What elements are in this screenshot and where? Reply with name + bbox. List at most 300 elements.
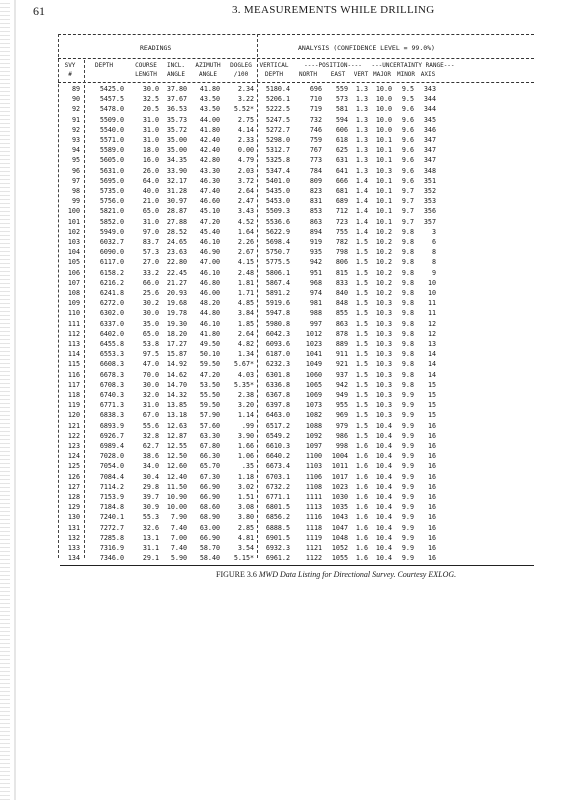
page-number: 61 [33,4,45,18]
cell-depth: 6090.0 [99,248,124,257]
cell-major: 10.4 [375,493,392,501]
cell-minor: 9.7 [401,197,414,206]
cell-svy: 123 [67,442,80,450]
cell-tvd: 5806.1 [265,268,290,277]
cell-axis: 344 [423,105,436,114]
cell-east: 986 [335,431,348,440]
cell-east: 878 [335,329,348,338]
cell-north: 863 [309,217,322,226]
cell-minor: 9.8 [401,278,414,287]
cell-incl: 21.27 [166,278,187,287]
cell-course: 29.1 [142,554,159,563]
cell-course: 97.5 [142,350,159,359]
cell-tvd: 6901.5 [265,533,290,542]
cell-tvd: 5891.2 [265,289,290,297]
table-row [58,125,534,135]
cell-minor: 9.9 [401,462,414,471]
cell-azimuth: 46.10 [199,319,220,328]
cell-major: 10.1 [375,207,392,216]
cell-vert: 1.5 [355,350,368,359]
cell-minor: 9.9 [401,533,414,542]
cell-vert: 1.4 [355,207,368,216]
table-row [58,329,534,339]
cell-minor: 9.6 [401,166,414,175]
cell-depth: 6708.3 [99,380,124,389]
cell-tvd: 6932.3 [265,544,290,552]
cell-north: 1108 [305,482,322,491]
cell-north: 1103 [305,462,322,471]
cell-dogleg: 5.67* [233,360,254,369]
cell-axis: 15 [427,411,436,420]
cell-azimuth: 46.80 [199,278,220,287]
table-row [58,543,534,553]
cell-incl: 24.65 [166,238,187,246]
cell-east: 806 [335,258,348,267]
cell-axis: 12 [427,319,436,328]
figure-label: FIGURE 3.6 [216,570,257,579]
cell-vert: 1.3 [355,105,368,114]
cell-incl: 13.85 [166,401,187,410]
cell-incl: 33.90 [166,166,187,175]
cell-axis: 14 [427,350,436,359]
cell-major: 10.2 [375,258,392,267]
cell-course: 30.4 [142,472,159,481]
cell-vert: 1.5 [355,391,368,399]
cell-east: 833 [335,278,348,287]
cell-minor: 9.8 [401,329,414,338]
cell-azimuth: 42.40 [199,136,220,144]
cell-azimuth: 42.80 [199,156,220,165]
cell-major: 10.3 [375,299,392,308]
cell-svy: 113 [67,340,80,348]
cell-depth: 6402.0 [99,329,124,338]
table-row [58,421,534,431]
cell-minor: 9.9 [401,421,414,430]
cell-vert: 1.6 [355,513,368,522]
cell-minor: 9.9 [401,554,414,563]
cell-dogleg: 1.34 [237,350,254,359]
cell-dogleg: 3.72 [237,176,254,185]
cell-depth: 7084.4 [99,472,124,481]
cell-major: 10.3 [375,391,392,399]
cell-tvd: 6336.8 [265,380,290,389]
cell-north: 809 [309,176,322,185]
cell-tvd: 5919.6 [265,299,290,308]
cell-east: 1047 [331,523,348,532]
cell-dogleg: 2.26 [237,238,254,246]
cell-depth: 6302.0 [99,309,124,318]
cell-course: 32.5 [142,95,159,104]
column-header-rule [58,82,534,83]
cell-east: 641 [335,166,348,175]
cell-incl: 13.18 [166,411,187,420]
cell-dogleg: 2.33 [237,136,254,144]
cell-east: 863 [335,319,348,328]
cell-svy: 116 [67,370,80,379]
column-header-vert-line2: VERT [353,71,369,78]
cell-depth: 7028.0 [99,452,124,461]
cell-axis: 6 [431,238,436,246]
table-row [58,380,534,390]
cell-course: 30.2 [142,299,159,308]
cell-course: 67.0 [142,411,159,420]
cell-course: 30.9 [142,503,159,512]
cell-depth: 5457.5 [99,95,124,104]
table-row [58,431,534,441]
cell-svy: 92 [71,125,80,134]
cell-course: 16.0 [142,156,159,165]
cell-major: 10.4 [375,554,392,563]
cell-dogleg: 5.52* [233,105,254,114]
cell-east: 618 [335,136,348,144]
cell-major: 10.3 [375,166,392,175]
table-row [58,196,534,206]
column-header-svy-line2: # [68,71,72,78]
cell-azimuth: 63.00 [199,523,220,532]
cell-tvd: 6367.8 [265,391,290,399]
cell-minor: 9.9 [401,513,414,522]
cell-axis: 9 [431,268,436,277]
cell-azimuth: 46.10 [199,238,220,246]
cell-axis: 14 [427,360,436,369]
cell-vert: 1.6 [355,493,368,501]
column-header-incl-line1: INCL. [166,62,186,69]
cell-incl: 32.17 [166,176,187,185]
cell-azimuth: 59.50 [199,401,220,410]
table-row [58,237,534,247]
cell-dogleg: 4.81 [237,533,254,542]
cell-svy: 125 [67,462,80,471]
cell-incl: 7.00 [170,533,187,542]
cell-east: 1030 [331,493,348,501]
cell-major: 10.4 [375,503,392,512]
cell-azimuth: 41.80 [199,329,220,338]
cell-tvd: 5622.9 [265,227,290,236]
cell-minor: 9.8 [401,309,414,318]
cell-dogleg: 3.22 [237,95,254,104]
cell-tvd: 6961.2 [265,554,290,563]
table-row [58,359,534,369]
cell-depth: 6838.3 [99,411,124,420]
cell-major: 10.1 [375,146,392,155]
cell-incl: 15.87 [166,350,187,359]
cell-azimuth: 47.20 [199,370,220,379]
cell-east: 625 [335,146,348,155]
table-row [58,135,534,145]
cell-minor: 9.8 [401,319,414,328]
cell-incl: 28.52 [166,227,187,236]
cell-depth: 6216.2 [99,278,124,287]
cell-vert: 1.4 [355,187,368,195]
cell-minor: 9.9 [401,411,414,420]
cell-vert: 1.5 [355,258,368,267]
readings-group-header: READINGS [140,44,172,52]
cell-east: 998 [335,442,348,450]
cell-vert: 1.3 [355,95,368,104]
cell-axis: 8 [431,248,436,257]
cell-depth: 5589.0 [99,146,124,155]
cell-north: 997 [309,319,322,328]
table-row [58,410,534,420]
table-row [58,268,534,278]
cell-azimuth: 46.00 [199,289,220,297]
cell-minor: 9.8 [401,370,414,379]
cell-depth: 6158.2 [99,268,124,277]
cell-incl: 14.92 [166,360,187,369]
cell-course: 55.3 [142,513,159,522]
cell-tvd: 6732.2 [265,482,290,491]
cell-course: 55.6 [142,421,159,430]
cell-north: 919 [309,238,322,246]
cell-minor: 9.9 [401,391,414,399]
cell-vert: 1.6 [355,472,368,481]
cell-course: 31.1 [142,544,159,552]
cell-incl: 7.40 [170,523,187,532]
cell-vert: 1.5 [355,360,368,369]
cell-axis: 8 [431,258,436,267]
cell-axis: 16 [427,544,436,552]
cell-dogleg: 2.48 [237,268,254,277]
cell-major: 10.3 [375,411,392,420]
cell-course: 83.7 [142,238,159,246]
cell-dogleg: 5.15* [233,554,254,563]
cell-major: 10.3 [375,360,392,369]
cell-dogleg: 3.80 [237,513,254,522]
cell-major: 10.2 [375,248,392,257]
cell-axis: 10 [427,278,436,287]
cell-vert: 1.3 [355,166,368,175]
cell-axis: 11 [427,309,436,318]
cell-azimuth: 57.60 [199,421,220,430]
cell-east: 921 [335,360,348,369]
cell-vert: 1.6 [355,523,368,532]
cell-axis: 348 [423,166,436,175]
cell-minor: 9.8 [401,350,414,359]
cell-axis: 16 [427,482,436,491]
cell-dogleg: 1.66 [237,442,254,450]
cell-east: 782 [335,238,348,246]
cell-incl: 7.90 [170,513,187,522]
cell-course: 65.0 [142,207,159,216]
cell-major: 10.4 [375,452,392,461]
cell-north: 1116 [305,513,322,522]
cell-svy: 132 [67,533,80,542]
cell-course: 31.0 [142,136,159,144]
cell-east: 1035 [331,503,348,512]
cell-north: 968 [309,278,322,287]
cell-major: 10.3 [375,319,392,328]
cell-course: 40.0 [142,187,159,195]
cell-major: 10.4 [375,421,392,430]
cell-vert: 1.6 [355,462,368,471]
cell-course: 35.0 [142,319,159,328]
cell-incl: 12.50 [166,452,187,461]
cell-depth: 7240.1 [99,513,124,522]
cell-depth: 5425.0 [99,85,124,93]
table-row [58,400,534,410]
cell-incl: 14.62 [166,370,187,379]
column-header-azimuth-line2: ANGLE [198,71,218,78]
table-row [58,247,534,257]
cell-north: 1100 [305,452,322,461]
cell-minor: 9.8 [401,248,414,257]
table-row [58,512,534,522]
cell-east: 1011 [331,462,348,471]
cell-svy: 111 [67,319,80,328]
cell-vert: 1.6 [355,554,368,563]
cell-azimuth: 41.80 [199,85,220,93]
cell-east: 581 [335,105,348,114]
cell-svy: 122 [67,431,80,440]
cell-incl: 12.63 [166,421,187,430]
cell-minor: 9.8 [401,227,414,236]
cell-axis: 15 [427,401,436,410]
cell-depth: 5821.0 [99,207,124,216]
table-row [58,339,534,349]
cell-minor: 9.6 [401,176,414,185]
cell-incl: 12.87 [166,431,187,440]
cell-major: 10.2 [375,278,392,287]
cell-north: 1012 [305,329,322,338]
cell-svy: 95 [71,156,80,165]
cell-east: 1004 [331,452,348,461]
cell-east: 559 [335,85,348,93]
cell-course: 30.0 [142,85,159,93]
table-row [58,451,534,461]
cell-north: 981 [309,299,322,308]
cell-depth: 7184.8 [99,503,124,512]
cell-depth: 6337.0 [99,319,124,328]
cell-tvd: 5509.3 [265,207,290,216]
analysis-group-header: ANALYSIS (CONFIDENCE LEVEL = 99.0%) [298,44,435,52]
group-header-rule [58,58,534,59]
cell-axis: 16 [427,421,436,430]
cell-svy: 127 [67,482,80,491]
cell-north: 1097 [305,442,322,450]
cell-tvd: 6856.2 [265,513,290,522]
cell-tvd: 6703.1 [265,472,290,481]
cell-axis: 11 [427,299,436,308]
cell-north: 1106 [305,472,322,481]
cell-depth: 6989.4 [99,442,124,450]
cell-azimuth: 47.20 [199,217,220,226]
cell-incl: 11.50 [166,482,187,491]
cell-svy: 101 [67,217,80,226]
cell-incl: 31.28 [166,187,187,195]
cell-east: 1043 [331,513,348,522]
cell-east: 594 [335,115,348,124]
cell-azimuth: 58.40 [199,554,220,563]
cell-vert: 1.5 [355,238,368,246]
cell-east: 573 [335,95,348,104]
cell-north: 951 [309,268,322,277]
cell-north: 732 [309,115,322,124]
cell-major: 10.0 [375,85,392,93]
cell-vert: 1.5 [355,431,368,440]
cell-dogleg: 3.20 [237,401,254,410]
cell-east: 937 [335,370,348,379]
cell-vert: 1.5 [355,421,368,430]
cell-svy: 131 [67,523,80,532]
cell-vert: 1.4 [355,176,368,185]
cell-dogleg: 4.79 [237,156,254,165]
table-row [58,482,534,492]
cell-azimuth: 59.50 [199,360,220,369]
cell-major: 10.0 [375,115,392,124]
cell-tvd: 6187.0 [265,350,290,359]
running-head: 3. MEASUREMENTS WHILE DRILLING [232,4,435,16]
cell-depth: 5631.0 [99,166,124,175]
cell-axis: 356 [423,207,436,216]
cell-incl: 34.35 [166,156,187,165]
cell-incl: 14.32 [166,391,187,399]
cell-vert: 1.5 [355,268,368,277]
cell-dogleg: 4.15 [237,258,254,267]
cell-incl: 37.80 [166,85,187,93]
cell-course: 31.0 [142,115,159,124]
cell-axis: 345 [423,115,436,124]
cell-azimuth: 66.90 [199,533,220,542]
cell-dogleg: 4.82 [237,340,254,348]
cell-major: 10.3 [375,329,392,338]
cell-dogleg: 1.71 [237,289,254,297]
cell-depth: 5605.0 [99,156,124,165]
cell-course: 32.8 [142,431,159,440]
cell-major: 10.2 [375,227,392,236]
cell-major: 10.1 [375,197,392,206]
table-row [58,155,534,165]
cell-north: 942 [309,258,322,267]
cell-svy: 103 [67,238,80,246]
cell-tvd: 6397.8 [265,401,290,410]
cell-minor: 9.6 [401,105,414,114]
table-row [58,472,534,482]
cell-minor: 9.5 [401,85,414,93]
page-scan-edge [0,0,10,800]
cell-tvd: 6610.3 [265,442,290,450]
table-row [58,186,534,196]
cell-dogleg: 1.18 [237,472,254,481]
cell-incl: 14.70 [166,380,187,389]
cell-dogleg: 2.38 [237,391,254,399]
table-row [58,298,534,308]
cell-incl: 10.00 [166,503,187,512]
cell-north: 767 [309,146,322,155]
cell-depth: 6893.9 [99,421,124,430]
cell-svy: 129 [67,503,80,512]
cell-svy: 93 [71,136,80,144]
cell-major: 10.4 [375,523,392,532]
cell-east: 840 [335,289,348,297]
cell-depth: 5571.0 [99,136,124,144]
cell-svy: 114 [67,350,80,359]
cell-svy: 98 [71,187,80,195]
cell-minor: 9.6 [401,146,414,155]
cell-vert: 1.6 [355,544,368,552]
cell-major: 10.3 [375,309,392,318]
cell-depth: 6241.8 [99,289,124,297]
cell-north: 710 [309,95,322,104]
column-header-axis-line2: AXIS [420,71,436,78]
cell-north: 1113 [305,503,322,512]
cell-north: 988 [309,309,322,318]
cell-north: 1073 [305,401,322,410]
cell-course: 21.0 [142,197,159,206]
cell-east: 979 [335,421,348,430]
cell-east: 755 [335,227,348,236]
cell-course: 30.0 [142,309,159,318]
cell-major: 10.0 [375,95,392,104]
